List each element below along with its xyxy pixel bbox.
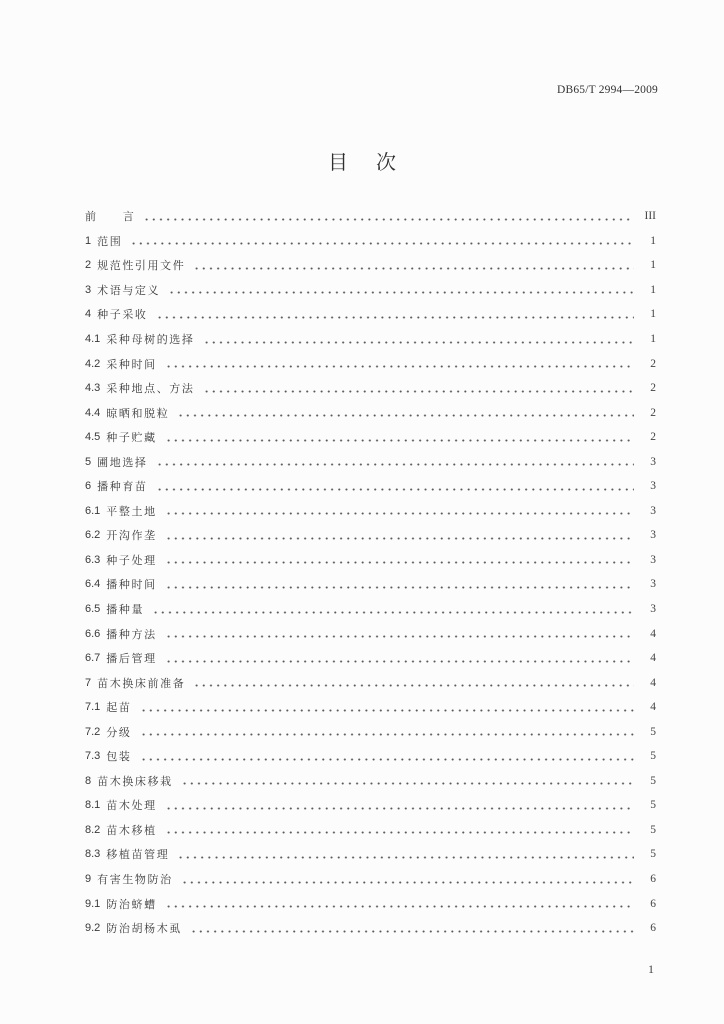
toc-entry <box>85 842 656 867</box>
toc-entry-number: 7.1 <box>85 701 101 714</box>
toc-entry-number: 8.2 <box>85 823 101 836</box>
toc-entry <box>85 204 656 229</box>
dot-leader <box>152 611 634 614</box>
toc-entry-title: 前 言 <box>85 210 136 224</box>
toc-entry-number: 1 <box>85 234 92 247</box>
toc-entry-number: 9.1 <box>85 897 101 910</box>
toc-entry <box>85 621 656 646</box>
toc-entry-number: 7 <box>85 676 92 689</box>
toc-entry <box>85 376 656 401</box>
toc-entry-number: 4.2 <box>85 357 101 370</box>
toc-entry-page: 2 <box>650 431 656 444</box>
toc-entry-number: 8 <box>85 774 92 787</box>
toc-entry-number: 4.1 <box>85 333 101 345</box>
toc-entry-title: 采种地点、方法 <box>106 382 195 396</box>
toc-entry-title: 苗木换床前准备 <box>97 676 186 690</box>
toc-entry-page: 3 <box>650 603 656 616</box>
dot-leader <box>143 218 634 221</box>
toc-entry-page: 3 <box>650 504 656 517</box>
dot-leader <box>165 365 634 368</box>
footer-page-number: 1 <box>648 962 654 976</box>
toc-entry-page: 2 <box>650 406 656 419</box>
toc-entry <box>85 793 656 818</box>
toc-entry-page: 3 <box>650 553 656 566</box>
toc-entry-number: 3 <box>85 283 92 296</box>
dot-leader <box>165 807 634 810</box>
toc-entry-number: 6.5 <box>85 603 101 616</box>
toc-entry <box>85 891 656 916</box>
dot-leader <box>165 586 634 589</box>
toc-entry-title: 采种母树的选择 <box>106 333 195 346</box>
toc-entry-page: 2 <box>650 382 656 395</box>
toc-entry-title: 苗木处理 <box>106 799 157 813</box>
toc-entry-number: 9.2 <box>85 922 101 935</box>
toc-entry-number: 6.2 <box>85 529 101 542</box>
dot-leader <box>156 488 634 491</box>
toc-entry <box>85 646 656 671</box>
toc-entry-title: 开沟作垄 <box>106 529 157 543</box>
toc-entry-number: 6.6 <box>85 627 101 640</box>
toc-entry-page: 1 <box>650 283 656 296</box>
dot-leader <box>165 439 634 442</box>
toc-entry <box>85 351 656 376</box>
toc-entry-title: 术语与定义 <box>97 283 161 297</box>
toc-entry-number: 4.4 <box>85 406 101 419</box>
toc-entry <box>85 523 656 548</box>
toc-entry-page: III <box>644 210 656 223</box>
dot-leader <box>190 930 634 933</box>
toc-entry <box>85 572 656 597</box>
toc-entry-title: 分级 <box>106 725 132 739</box>
toc-entry <box>85 719 656 744</box>
toc-entry-page: 5 <box>650 799 656 812</box>
toc-entry-title: 起苗 <box>106 701 132 715</box>
toc-entry <box>85 474 656 499</box>
toc-entry <box>85 229 656 254</box>
toc-entry-title: 范围 <box>97 234 123 248</box>
toc-entry <box>85 278 656 303</box>
toc-entry-page: 1 <box>650 333 656 345</box>
toc-entry-title: 平整土地 <box>106 504 157 518</box>
toc-entry-page: 5 <box>650 774 656 787</box>
toc-entry <box>85 548 656 573</box>
toc-entry-number: 6.1 <box>85 504 101 517</box>
toc-entry-title: 种子贮藏 <box>106 431 157 445</box>
toc-entry <box>85 425 656 450</box>
dot-leader <box>140 733 635 736</box>
dot-leader <box>165 635 634 638</box>
toc-entry-title: 播种量 <box>106 603 145 617</box>
toc-entry-title: 采种时间 <box>106 357 157 371</box>
toc-entry <box>85 400 656 425</box>
toc-entry <box>85 744 656 769</box>
dot-leader <box>165 831 634 834</box>
toc-entry <box>85 253 656 278</box>
dot-leader <box>168 291 634 294</box>
toc-entry-number: 5 <box>85 455 92 468</box>
dot-leader <box>193 267 634 270</box>
toc-entry-title: 规范性引用文件 <box>97 259 186 273</box>
toc-entry-page: 5 <box>650 823 656 836</box>
toc-entry-number: 8.3 <box>85 848 101 861</box>
toc-entry-page: 5 <box>650 750 656 763</box>
toc-entry-title: 种子采收 <box>97 308 148 322</box>
toc-entry-title: 播种方法 <box>106 627 157 641</box>
toc-entry-number: 6 <box>85 480 92 493</box>
toc-entry-title: 包装 <box>106 750 132 764</box>
toc-entry-title: 移植苗管理 <box>106 848 170 862</box>
dot-leader <box>203 390 635 393</box>
dot-leader <box>165 905 634 908</box>
dot-leader <box>165 537 634 540</box>
toc-entry-number: 6.4 <box>85 578 101 591</box>
toc-entry <box>85 867 656 892</box>
toc-entry-page: 5 <box>650 725 656 738</box>
toc-entry <box>85 769 656 794</box>
toc-entry <box>85 818 656 843</box>
dot-leader <box>165 512 634 515</box>
toc-entry-page: 4 <box>650 652 656 665</box>
toc-entry-title: 苗木移植 <box>106 823 157 837</box>
toc-entry-number: 7.2 <box>85 725 101 738</box>
table-of-contents <box>85 204 656 940</box>
toc-entry <box>85 302 656 327</box>
toc-entry-page: 2 <box>650 357 656 370</box>
toc-entry <box>85 449 656 474</box>
dot-leader <box>156 316 634 319</box>
toc-entry-title: 苗木换床移栽 <box>97 774 173 788</box>
dot-leader <box>203 341 635 344</box>
toc-entry-number: 7.3 <box>85 750 101 763</box>
dot-leader <box>140 758 635 761</box>
toc-entry-page: 6 <box>650 873 656 886</box>
dot-leader <box>165 660 634 663</box>
toc-entry-page: 6 <box>650 922 656 935</box>
toc-entry-title: 播后管理 <box>106 652 157 666</box>
dot-leader <box>165 561 634 564</box>
toc-entry-number: 6.3 <box>85 553 101 566</box>
toc-entry-page: 1 <box>650 259 656 272</box>
toc-entry-page: 1 <box>650 308 656 321</box>
toc-entry-number: 4 <box>85 308 92 321</box>
toc-entry <box>85 597 656 622</box>
dot-leader <box>130 242 634 245</box>
toc-entry-page: 4 <box>650 676 656 689</box>
toc-entry <box>85 670 656 695</box>
toc-entry-page: 5 <box>650 848 656 861</box>
toc-entry-title: 防治蛴螬 <box>106 897 157 911</box>
toc-entry <box>85 499 656 524</box>
toc-entry <box>85 327 656 352</box>
toc-entry-title: 晾晒和脱粒 <box>106 406 170 420</box>
toc-entry-number: 4.5 <box>85 431 101 444</box>
dot-leader <box>140 709 635 712</box>
toc-entry-title: 播种育苗 <box>97 480 148 494</box>
dot-leader <box>156 463 634 466</box>
toc-entry-number: 6.7 <box>85 652 101 665</box>
toc-entry-title: 种子处理 <box>106 553 157 567</box>
toc-entry-title: 防治胡杨木虱 <box>106 922 182 936</box>
toc-entry-page: 3 <box>650 529 656 542</box>
toc-entry-number: 4.3 <box>85 382 101 395</box>
toc-entry <box>85 695 656 720</box>
toc-entry-title: 有害生物防治 <box>97 873 173 887</box>
toc-entry-page: 3 <box>650 480 656 493</box>
toc-entry-number: 2 <box>85 259 92 272</box>
toc-entry-title: 圃地选择 <box>97 455 148 469</box>
toc-entry-page: 6 <box>650 897 656 910</box>
toc-entry-number: 9 <box>85 873 92 886</box>
toc-entry-page: 4 <box>650 701 656 714</box>
dot-leader <box>177 856 634 859</box>
toc-entry-number: 8.1 <box>85 799 101 812</box>
toc-entry-page: 3 <box>650 455 656 468</box>
toc-entry-page: 4 <box>650 627 656 640</box>
page-title: 目次 <box>328 150 424 174</box>
dot-leader <box>177 414 634 417</box>
document-code: DB65/T 2994—2009 <box>556 84 658 96</box>
toc-entry-title: 播种时间 <box>106 578 157 592</box>
dot-leader <box>181 782 634 785</box>
toc-entry-page: 1 <box>650 234 656 247</box>
toc-entry <box>85 916 656 941</box>
dot-leader <box>193 684 634 687</box>
toc-entry-page: 3 <box>650 578 656 591</box>
dot-leader <box>181 881 634 884</box>
